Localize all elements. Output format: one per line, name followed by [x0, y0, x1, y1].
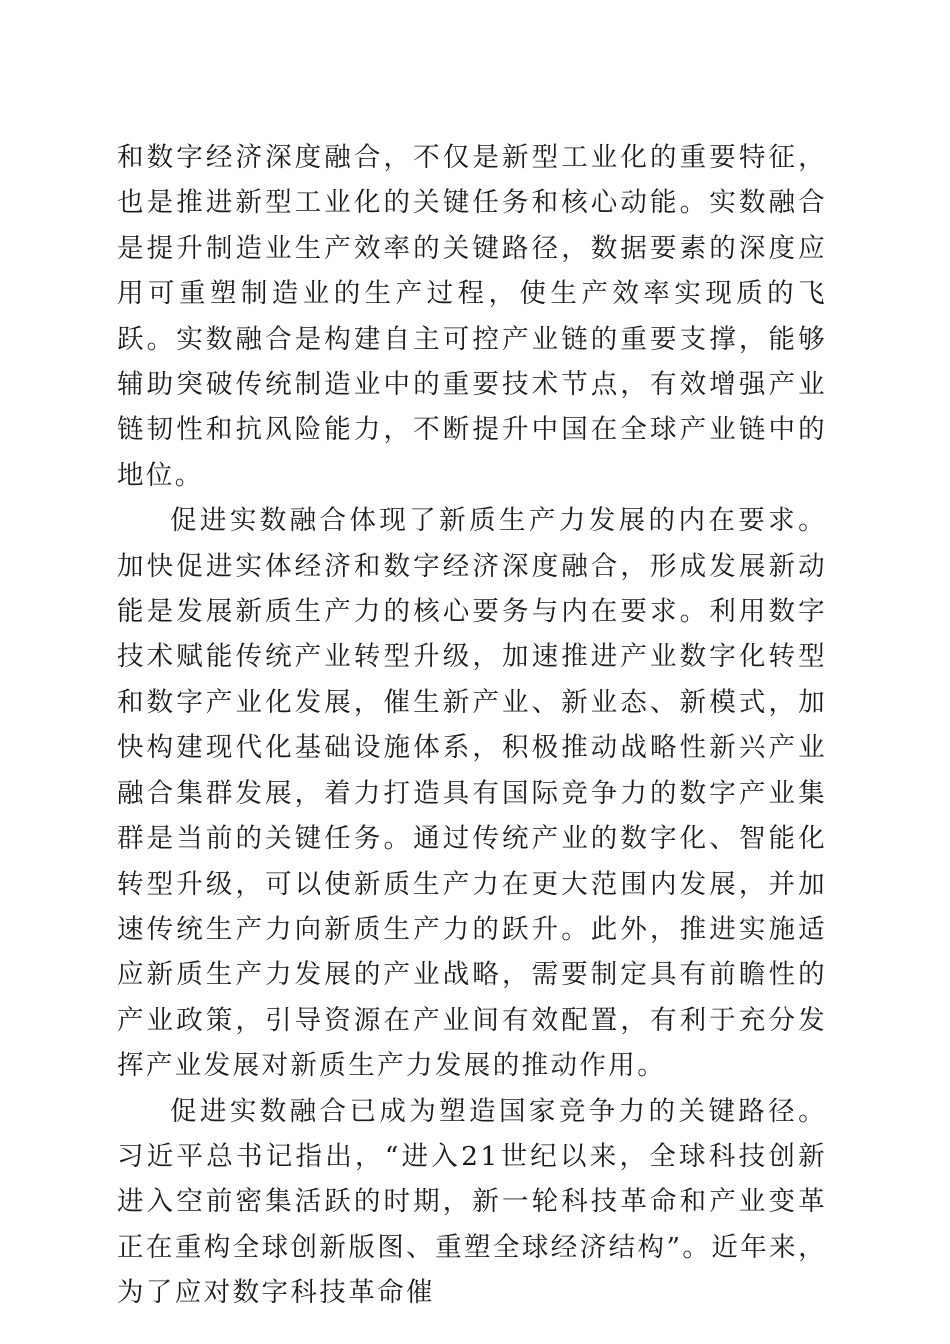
paragraph-continued: 和数字经济深度融合，不仅是新型工业化的重要特征，也是推进新型工业化的关键任务和核心动能。实数融合是提升制造业生产效率的关键路径，数据要素的深度应用可重塑制造业的生产过程，使生产效率实现质的飞跃。实数融合是构建自主可控产业链的重要支撑，能够辅助突破传统制造业中的重要技术节点，有效增强产业链韧性和抗风险能力，不断提升中国在全球产业链中的地位。 — [117, 142, 827, 491]
body-text — [117, 135, 827, 1316]
paragraph-new-quality-productivity: 促进实数融合体现了新质生产力发展的内在要求。加快促进实体经济和数字经济深度融合，形成发展新动能是发展新质生产力的核心要务与内在要求。利用数字技术赋能传统产业转型升级，加速推进产业数字化转型和数字产业化发展，催生新产业、新业态、新模式，加快构建现代化基础设施体系，积极推动战略性新兴产业融合集群发展，着力打造具有国际竞争力的数字产业集群是当前的关键任务。通过传统产业的数字化、智能化转型升级，可以使新质生产力在更大范围内发展，并加速传统生产力向新质生产力的跃升。此外，推进实施适应新质生产力发展的产业战略，需要制定具有前瞻性的产业政策，引导资源在产业间有效配置，有利于充分发挥产业发展对新质生产力发展的推动作用。 — [117, 505, 827, 1082]
paragraph-national-competitiveness: 促进实数融合已成为塑造国家竞争力的关键路径。习近平总书记指出，“进入21世纪以来，全球科技创新进入空前密集活跃的时期，新一轮科技革命和产业变革正在重构全球创新版图、重塑全球经济结构”。近年来，为了应对数字科技革命催 — [117, 1095, 827, 1309]
